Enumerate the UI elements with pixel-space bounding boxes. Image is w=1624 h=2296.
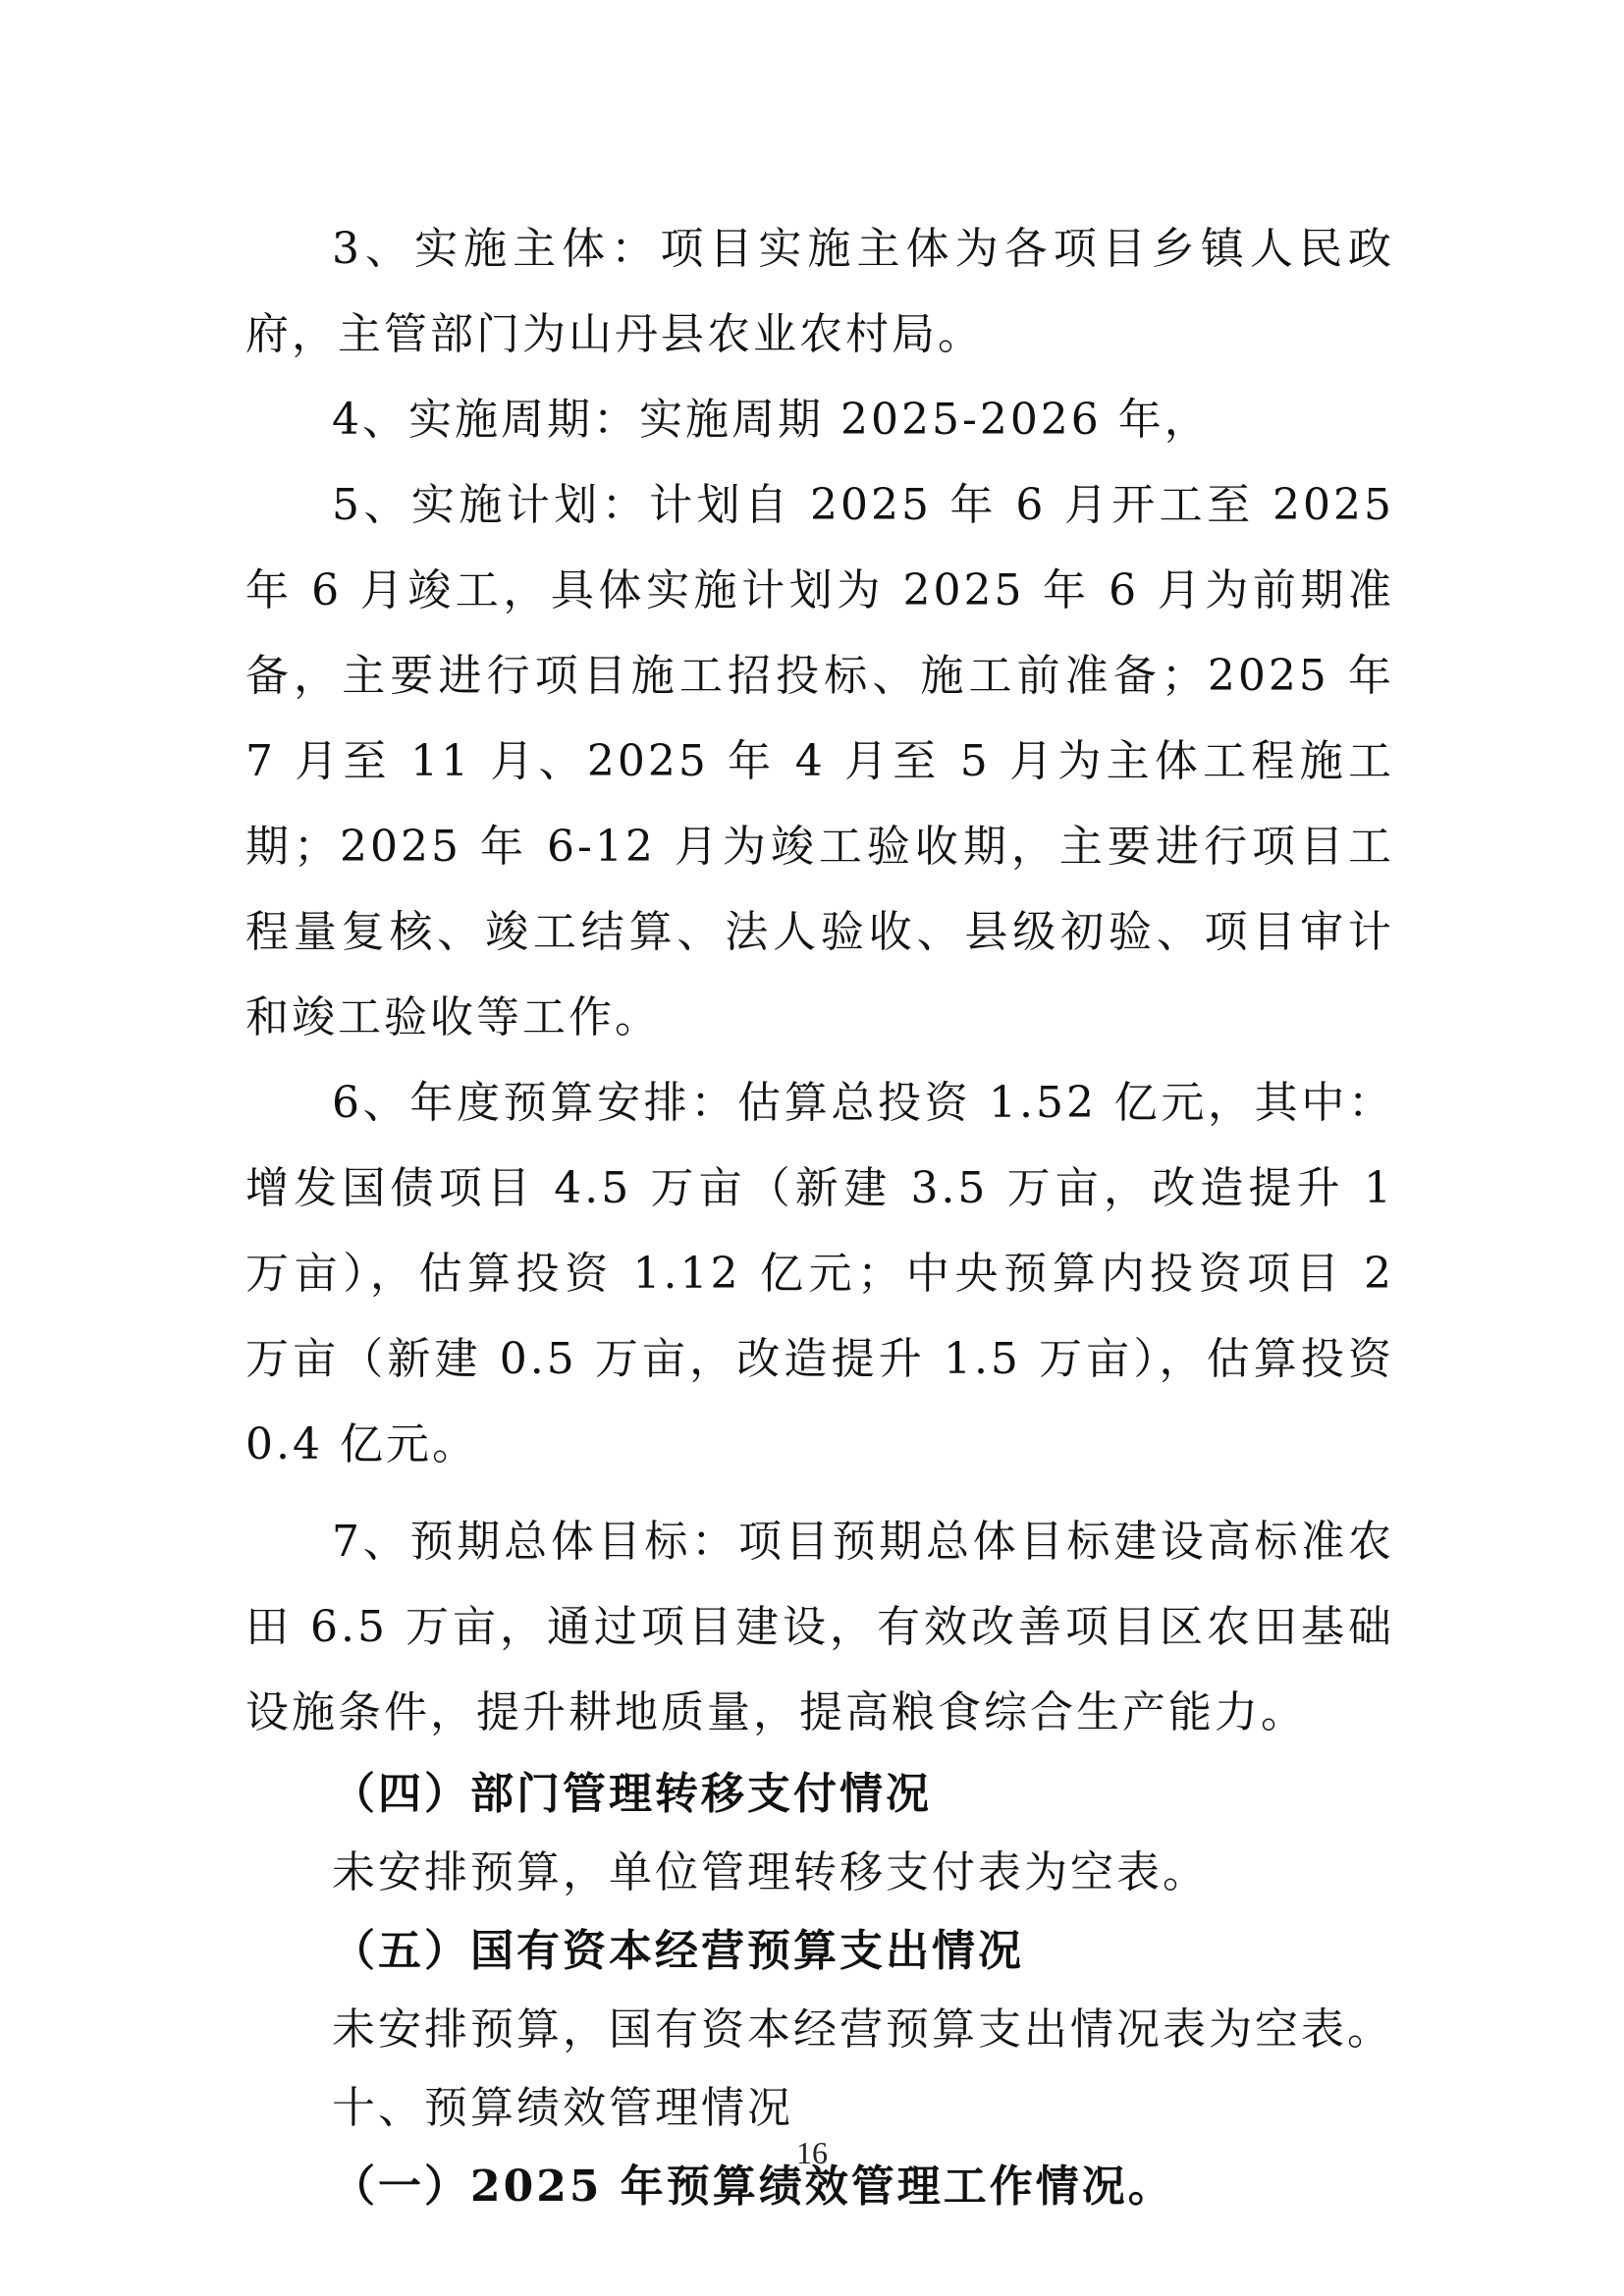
paragraph-expected-goal: 7、预期总体目标：项目预期总体目标建设高标准农田 6.5 万亩，通过项目建设，有效改善项目区农田基础设施条件，提升耕地质量，提高粮食综合生产能力。 xyxy=(245,1517,1394,1737)
section-heading-state-capital: （五）国有资本经营预算支出情况 xyxy=(332,1926,1024,1976)
paragraph-annual-budget: 6、年度预算安排：估算总投资 1.52 亿元，其中：增发国债项目 4.5 万亩（新建 3.5 万亩，改造提升 1 万亩），估算投资 1.12 亿元；中央预算内投资项目 2 万亩（新建 0.5 万亩，改造提升 1.5 万亩），估算投资 0.4 亿元。 xyxy=(245,1078,1394,1469)
section-heading-performance-management: 十、预算绩效管理情况 xyxy=(332,2083,793,2133)
section-body-state-capital: 未安排预算，国有资本经营预算支出情况表为空表。 xyxy=(332,2004,1393,2055)
document-page xyxy=(245,206,1394,2226)
section-body-transfer-payment: 未安排预算，单位管理转移支付表为空表。 xyxy=(332,1847,1209,1897)
paragraph-implementation-plan: 5、实施计划：计划自 2025 年 6 月开工至 2025 年 6 月竣工，具体实施计划为 2025 年 6 月为前期准备，主要进行项目施工招投标、施工前准备；2025 年 7 月至 11 月、2025 年 4 月至 5 月为主体工程施工期；2025 年 6-12 月为竣工验收期，主要进行项目工程量复核、竣工结算、法人验收、县级初验、项目审计和竣工验收等工作。 xyxy=(245,480,1394,1042)
paragraph-implementing-entity: 3、实施主体：项目实施主体为各项目乡镇人民政府，主管部门为山丹县农业农村局。 xyxy=(245,224,1394,359)
paragraph-implementation-period: 4、实施周期：实施周期 2025-2026 年， xyxy=(332,395,1211,445)
sub-heading-2025-performance-work: （一）2025 年预算绩效管理工作情况。 xyxy=(332,2162,1174,2212)
section-heading-transfer-payment: （四）部门管理转移支付情况 xyxy=(332,1769,932,1819)
page-number: 16 xyxy=(796,2135,828,2170)
